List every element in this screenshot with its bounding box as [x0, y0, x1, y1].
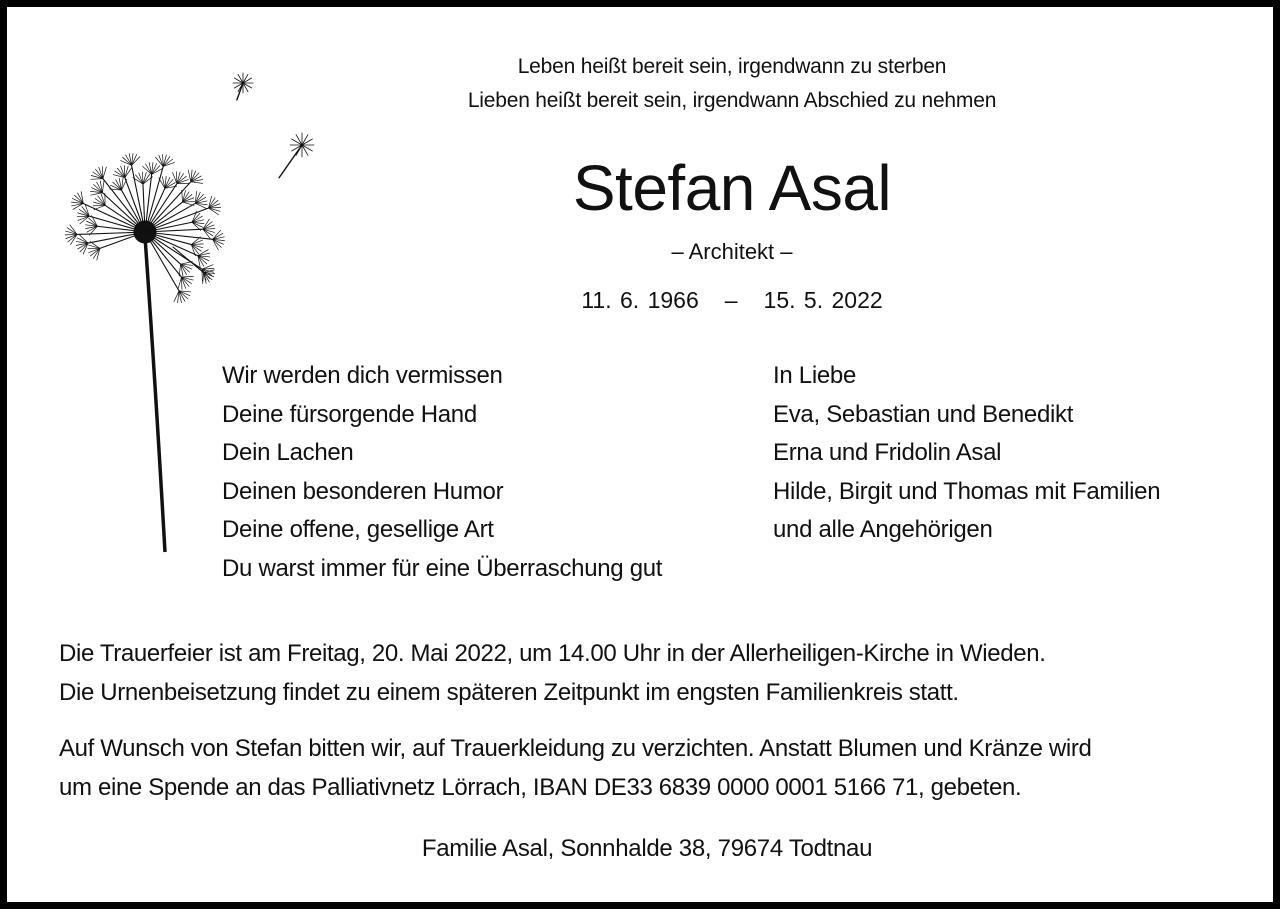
poem-line: Deine fürsorgende Hand	[222, 400, 477, 428]
motto-line-2: Lieben heißt bereit sein, irgendwann Abschied zu nehmen	[467, 89, 997, 112]
poem-line: Deinen besonderen Humor	[222, 477, 504, 505]
family-line: Erna und Fridolin Asal	[773, 439, 1002, 466]
donation-notice-line-1: Auf Wunsch von Stefan bitten wir, auf Trauerkleidung zu verzichten. Anstatt Blumen und Kränze wird	[59, 735, 1092, 762]
ceremony-notice: Die Trauerfeier ist am Freitag, 20. Mai 2022, um 14.00 Uhr in der Allerheiligen-Kirche in Wieden.	[59, 640, 1046, 667]
poem	[222, 359, 662, 590]
family-line: In Liebe	[773, 362, 857, 389]
date-separator: –	[724, 287, 738, 313]
poem-line: Dein Lachen	[222, 439, 354, 466]
burial-notice: Die Urnenbeisetzung findet zu einem späteren Zeitpunkt im engsten Familienkreis statt.	[59, 679, 959, 706]
family-line: Hilde, Birgit und Thomas mit Familien	[773, 477, 1161, 505]
deceased-name: Stefan Asal	[572, 152, 892, 224]
family-address: Familie Asal, Sonnhalde 38, 79674 Todtnau	[421, 835, 873, 862]
family-line: Eva, Sebastian und Benedikt	[773, 400, 1074, 428]
family-line: und alle Angehörigen	[773, 516, 993, 543]
poem-line: Du warst immer für eine Überraschung gut	[222, 554, 663, 582]
poem-line: Wir werden dich vermissen	[222, 362, 503, 389]
poem-line: Deine offene, gesellige Art	[222, 516, 494, 543]
profession: – Architekt –	[671, 239, 793, 264]
family-signature	[773, 359, 1160, 552]
donation-notice-line-2: um eine Spende an das Palliativnetz Lörrach, IBAN DE33 6839 0000 0001 5166 71, gebeten.	[59, 774, 1022, 801]
life-dates	[387, 287, 1077, 314]
motto-line-1: Leben heißt bereit sein, irgendwann zu sterben	[517, 55, 947, 78]
death-date: 15. 5. 2022	[763, 287, 883, 313]
birth-date: 11. 6. 1966	[581, 287, 699, 313]
